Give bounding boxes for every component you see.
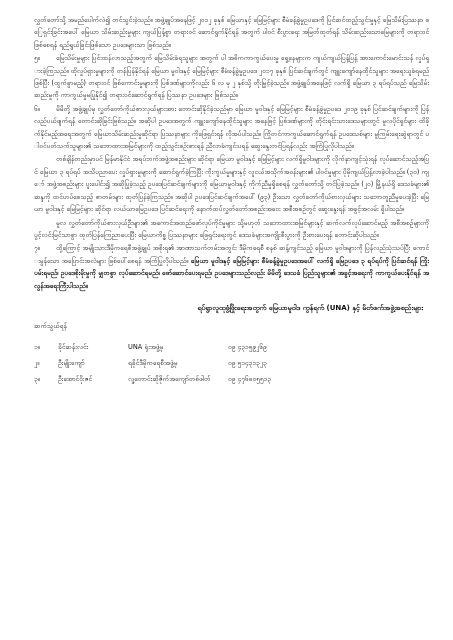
paragraph-text: မူလ လွှတ်တော်ကိုယ်စားလှယ်ဦးများ၏ အကောင်အထည်ဖော်လုပ်ကိုင်မှုများ သို့မဟုတ် သဘောထားအမြင်များနှင့် ဆက်လက်လုပ်ဆောင်မည့် အစီအစဉ်များကို ပွင့်လင်းမြင်သာစွာ ထုတ်ပြန်ကြေညာပေးပြီး မြေယာကိစ္စ ပြဿနာများ ဖြေရှင်းရေးတွင် ဒေသခံများအကျိုးစီးပွားကို ဦးစားပေးရန် တောင်းဆိုပါသည်။ <box>34 218 429 239</box>
paragraph-intro <box>34 14 429 51</box>
paragraph-6-summary <box>34 217 429 242</box>
contact-name: ဦးမျိုးကျော် <box>58 358 85 367</box>
paragraph-text: ထို့ကြောင့် အမျိုးသားဒီမိုကရေစီအဖွဲ့ချုပ် အစိုးရ၏ အာဏာသက်တမ်းအတွင်း ဒီမိုကရေစီ စနစ် ဆန့်ကျင်သည့် မြေယာ မူဝါဒများကို ပြန်လည်သုံးသပ်ပြီး ကောင်းမွန်သော အပြောင်းအလဲများ ဖြစ်ပေါ်စေရန် အကြံပြုလိုပါသည်။ <box>34 244 429 265</box>
contact-row <box>34 356 429 372</box>
paragraph-number: ၅။ <box>34 54 40 63</box>
paragraph-text: မိမိတို့ အဖွဲ့ချုပ်မှ လွှတ်တော်ကိုယ်စားလှယ်များအား တောင်းဆိုနိုင်ခဲ့သည်မှာ မြေယာ မူဝါဒနှင့် မြေမြင့်များ စီမံခန့်ခွဲမှုဥပဒေ ၂၀၁၉ ခုနှစ် ပြင်ဆင်ချက်များကို ပြန်လည်ပယ်ဖျက်ရန် တောင်းဆိုခြင်းဖြစ်သည်။ အဆိုပါ ဥပဒေအတွက် ကျူးကျော်နေထိုင်သူများ အနေဖြင့် ပြစ်ဒဏ်များကို တိုင်းရင်းသားဒေသများတွင် မူလပိုင်ရှင်များ ထိခိုက်နိုင်မည့်အရေးအတွက် မြေယာသိမ်းဆည်းမှုဆိုင်ရာ ပြဿနာများ ကိုဖြေရှင်းရန် လိုအပ်ပါသည်။ ကြိုတင်ကာကွယ်ဆောင်ရွက်ရန် ဥပဒေသစ်များ မူကြမ်းရေးဆွဲရာတွင် ပါဝင်ပတ်သက်သူများ၏ သဘောထားအမြင်များကို ထည့်သွင်းစဉ်းစားရန် ညီလာခံကျင်းပရန် ဆွေးနွေးတင်ပြရန်လည်း အကြံပြုလိုပါသည်။ <box>34 104 429 151</box>
paragraph-6-continued <box>34 153 429 215</box>
contact-row <box>34 340 429 356</box>
contact-organization: UNA ရုံးအဖွဲ့မှ <box>128 342 164 351</box>
paragraph-number: ၆။ <box>34 104 40 113</box>
paragraph-6 <box>34 103 429 153</box>
contact-phone: ၀၉ ၄၃၁၅၉၂၆၉ <box>228 342 267 351</box>
contact-name: ဦးအောင်ဝိုးဇင် <box>58 374 93 383</box>
paragraph-text: တစ်ချိန်တည်းမှာပင် မြန်မာနိုင်ငံ အရပ်ဘက်အဖွဲ့အစည်းများ ဆိုင်ရာ မြေယာ မူဝါဒနှင့် မြေမြင့်များ လက်ရှိမူဝါဒများကို လိုက်နာကျင့်သုံးရန် လုပ်ဆောင်သည့်အပြင် မြေယာ ၃ ရပ်ရပ် အသိပညာပေး လှုပ်ရှားမှုများကို ဆောင်ရွက်ခဲ့ကြပြီး ကိုးကွယ်မှုများနှင့် လူငယ်အသိုက်အဝန်းများ၏ ပါဝင်မှုများ ပိုမိုကျယ်ပြန့်လာခဲ့ပါသည်။ (၃၀) ကျော် အဖွဲ့အစည်းများ ပူးပေါင်း၍ အဆိုပြုခဲ့သည့် ဥပဒေပြင်ဆင်ချက်များကို မြေယာမူဝါဒနှင့် ကိုက်ညီမှုရှိစေရန် လွှတ်တော်သို့ တင်ပြခဲ့သည်။ (၂၀) မြို့နယ်ရှိ ဒေသခံများ၏ ဆန္ဒကို ထင်ဟပ်စေသည့် စာတမ်းများ ထုတ်ပြန်ခဲ့ကြသည်။ အဆိုပါ ဥပဒေပြင်ဆင်ချက်အပေါ် (၉၃) ဦးသော လွှတ်တော်ကိုယ်စားလှယ်များ သဘောတူညီမှုပေးခဲ့ပြီး မြေယာ မူဝါဒနှင့် မြေမြင့်များ ဆိုင်ရာ လယ်ယာမြေဥပဒေ ပြင်ဆင်ရေးကို နောက်ထပ်လွှတ်တော်အစည်းအဝေး အစီအစဉ်တွင် ဆွေးနွေးရန် အခွင့်အလမ်း ရှိပါသည်။ <box>34 155 429 214</box>
paragraph-bold-text: မြေယာ မူဝါဒနှင့် မြေမြင့်များ စီမံခန့်ခွဲမှုဥပဒေအပေါ် လက်ရှိ မြေဥပဒေ ၃ ရပ်ရပ်ကို ပြင်ဆင်ရန် ကြိုးပမ်းရမည်၊ ဥပဒေစိုးမိုးမှုကို မျှတစွာ လုပ်ဆောင်ရမည်၊ ဖော်ဆောင်ပေးရမည်၊ ဥပဒေများသည်လည်း မိမိတို့ ဒေသခံ ပြည်သူများ၏ အခွင့်အရေးကို ကာကွယ်ပေးနိုင်ရန် အလွန်အရေးကြီးပါသည်။ <box>34 256 429 290</box>
paragraph-7 <box>34 242 429 292</box>
contact-row <box>34 372 429 388</box>
paragraph-text: မြေသိမ်းမှုများ ပြင်းထန်လာသည့်အတွက် မြေသိမ်းခံရသူများ အတွက် ပါ အဓိကကာကွယ်ပေးမှု ရှေ့နေများက ကျယ်ကျယ်ပြန့်ပြန့် အားကောင်းမောင်းသန် လှုပ်ရှားခဲ့ကြသည်။ ထိုလှုပ်ရှားမှုများကို တန်ပြန်နိုင်ရန် မြေယာ မူဝါဒနှင့် မြေမြင့်များ စီမံခန့်ခွဲမှုဥပဒေ ၂၀၁၇ ခုနှစ် ပြင်ဆင်ချက်တွင် ကျူးကျော်နေထိုင်သူများ အရေးယူခံရမည်ဖြစ်ပြီး (ထွက်ခွာမည့်) တရားဝင် ဖြစ်ကောင်းမှုများကို ပြစ်ဒဏ်များကိုလည်း ၆ လ မှ ၂ နှစ်သို့ တိုးမြှင့်ခဲ့သည်။ အဖွဲ့ချုပ်အနေဖြင့် လက်ရှိ မြေယာ ၃ ရပ်ရပ်သည် မြေသိမ်းဆည်းမှုကို ကာကွယ်မှုမပြုနိုင်၍ တရားဝင်ဆောင်ရွက်ရန် ပြဿနာ ဥပဒေများ ဖြစ်သည်။ <box>34 54 429 100</box>
contact-phone: ၀၉ ၄၇၆၈၀၅၅၁၃ <box>228 374 271 383</box>
contact-number: ၂။ <box>34 358 40 367</box>
paragraph-number: ၇။ <box>34 244 40 253</box>
contact-number: ၁။ <box>34 342 40 351</box>
contact-heading: ဆက်သွယ်ရန် <box>34 321 67 330</box>
document-body <box>34 14 429 292</box>
contact-table <box>34 340 429 388</box>
contact-organization: လူ့တောင်းဆိုဇိုက်အကျော်တစ်ဖါတ် <box>128 374 211 383</box>
paragraph-5 <box>34 52 429 102</box>
contact-organization: ရခိုင်ဒီမိုကရေစီအဖွဲ့မှ <box>128 358 178 367</box>
contact-name: ခိုင်ဆန်းလင်း <box>58 342 89 351</box>
contact-number: ၃။ <box>34 374 40 383</box>
closing-signature: ရပ်ရွာလူထုဖွံ့ဖြိုးရေးအတွက် မြေယာမူဝါဒ ကွန်ရက် (UNA) နှင့် မိတ်ဖက်အဖွဲ့အစည်းများ <box>197 303 423 312</box>
paragraph-text: လွှတ်တော်သို့ အမည်ပေါက်လဲ၍ တင်သွင်းခဲ့သည်။ အဖွဲ့ချုပ်အနေဖြင့် ၂၀၁၂ ခုနှစ် မြေယာနှင့် မြေမြင့်များ စီမံခန့်ခွဲမှုဥပဒေကို ပြင်ဆင်ထည့်သွင်းမှုနှင့် မြေသိမ်းပြဿနာ ဖြေရှင်းခြင်းအပေါ် မြေယာ သိမ်းဆည်းမှုများ ကျယ်ပြန့်စွာ တရားဝင် ဆောင်ရွက်နိုင်ရန် အတွက် ပါဝင် စီးပွားရေး အမြတ်ထုတ်ရန် သိမ်းဆည်းသောမြေများကို တရားဝင်ဖြစ်စေရန် ရည်ရွယ်ခြင်းဖြစ်သော ဥပဒေများသာ ဖြစ်သည်။ <box>34 16 429 49</box>
contact-phone: ၀၉ ၅၁၄၃၁၃၂၃ <box>228 358 267 367</box>
